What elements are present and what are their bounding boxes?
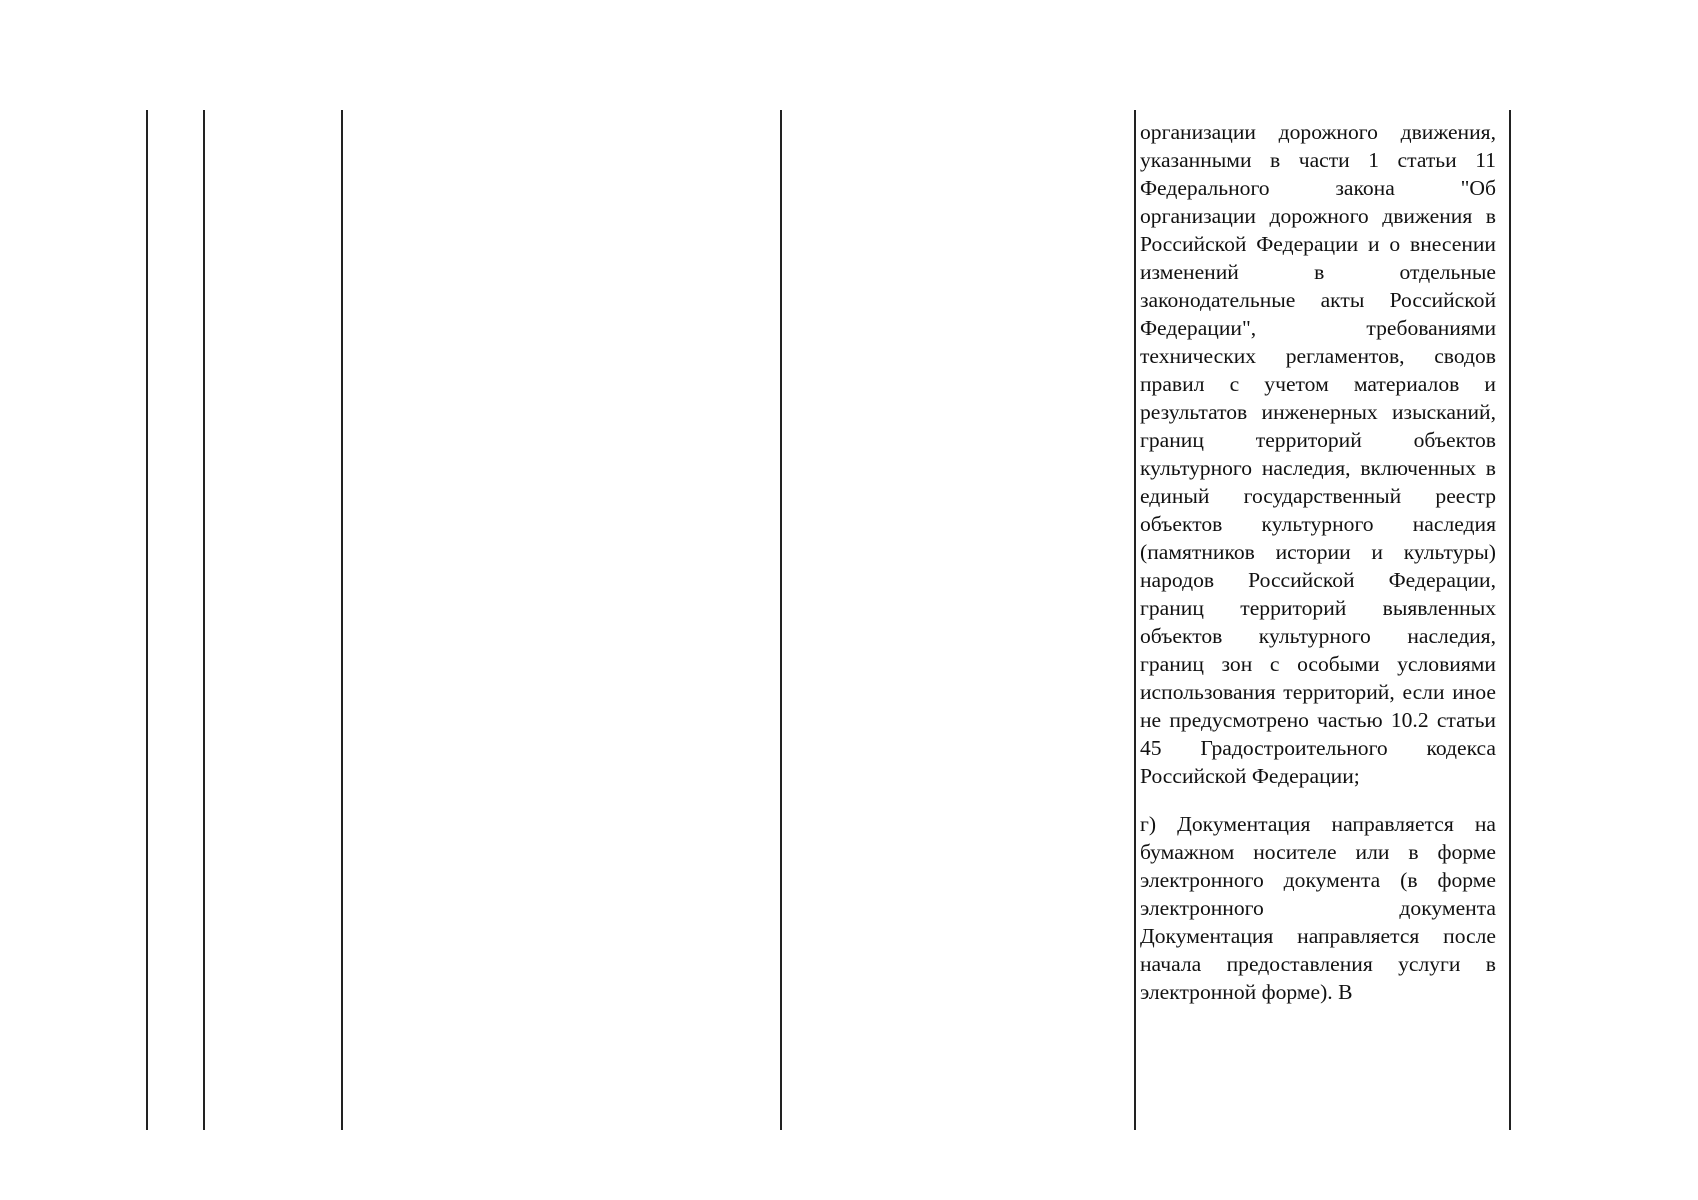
table-column-rule [780,110,782,1130]
table-column-rule [146,110,148,1130]
table-column-rule [1509,110,1511,1130]
table-column-rule [341,110,343,1130]
table-column-rule [1134,110,1136,1130]
table-text-cell [1140,118,1496,1006]
table-column-rule [203,110,205,1130]
paragraph-submission: г) Документация направляется на бумажном носителе или в форме электронного документа (в форме электронного документа Документация направляется после начала предоставления услуги в электронной форме). В [1140,812,1496,1004]
paragraph-requirements: организации дорожного движения, указанными в части 1 статьи 11 Федерального закона "Об организации дорожного движения в Российской Федерации и о внесении изменений в отдельные законодательные акты Российской Федерации", требованиями технических регламентов, сводов правил с учетом материалов и результатов инженерных изысканий, границ территорий объектов культурного наследия, включенных в единый государственный реестр объектов культурного наследия (памятников истории и культуры) народов Российской Федерации, границ территорий выявленных объектов культурного наследия, границ зон с особыми условиями использования территорий, если иное не предусмотрено частью 10.2 статьи 45 Градостроительного кодекса Российской Федерации; [1140,120,1496,788]
